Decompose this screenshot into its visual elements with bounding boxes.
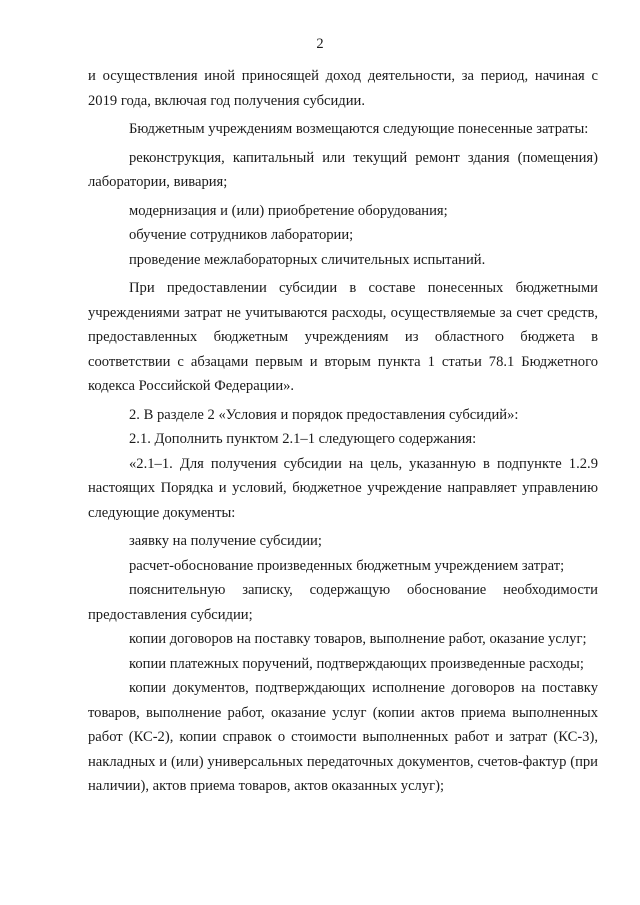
paragraph-costs-intro: Бюджетным учреждениям возмещаются следующие понесенные затраты: [129,121,589,137]
paragraph-point-2-1: 2.1. Дополнить пунктом 2.1–1 следующего содержания: [129,431,477,447]
list-item-payment-orders: копии платежных поручений, подтверждающих произведенные расходы; [129,655,584,672]
paragraph-section-2: 2. В разделе 2 «Условия и порядок предоставления субсидий»: [129,406,519,423]
list-item-execution-documents: копии документов, подтверждающих исполнение договоров на поставку товаров, выполнение работ, оказание услуг (копии актов приема выполненных работ (КС-2), копии справок о стоимости выполненных работ и затрат (КС-3), накладных и (или) универсальных передаточных документов, счетов-фактур (при наличии), актов приема товаров, актов оказанных услуг); [88,680,598,794]
list-item-calculation: расчет-обоснование произведенных бюджетным учреждением затрат; [129,557,565,574]
paragraph-exclusions: При предоставлении субсидии в составе понесенных бюджетными учреждениями затрат не учитываются расходы, осуществляемые за счет средств, предоставленных бюджетным учреждениям из областного бюджета в соответствии с абзацами первым и вторым пункта 1 статьи 78.1 Бюджетного кодекса Российской Федерации». [88,280,598,394]
list-item-training: обучение сотрудников лаборатории; [129,227,354,243]
page-number: 2 [316,36,324,52]
list-item-application: заявку на получение субсидии; [129,533,322,549]
list-item-modernization: модернизация и (или) приобретение оборудования; [129,202,448,219]
paragraph-point-2-1-1: «2.1–1. Для получения субсидии на цель, указанную в подпункте 1.2.9 настоящих Порядка и условий, бюджетное учреждение направляет управлению следующие документы: [88,455,598,521]
document-body [88,64,598,799]
list-item-interlab-tests: проведение межлабораторных сличительных испытаний. [129,251,486,268]
list-item-reconstruction: реконструкция, капитальный или текущий ремонт здания (помещения) лаборатории, вивария; [88,149,598,190]
list-item-explanatory-note: пояснительную записку, содержащую обоснование необходимости предоставления субсидии; [88,582,598,623]
paragraph-continuation: и осуществления иной приносящей доход деятельности, за период, начиная с 2019 года, включая год получения субсидии. [88,68,598,109]
list-item-contracts: копии договоров на поставку товаров, выполнение работ, оказание услуг; [129,631,587,647]
